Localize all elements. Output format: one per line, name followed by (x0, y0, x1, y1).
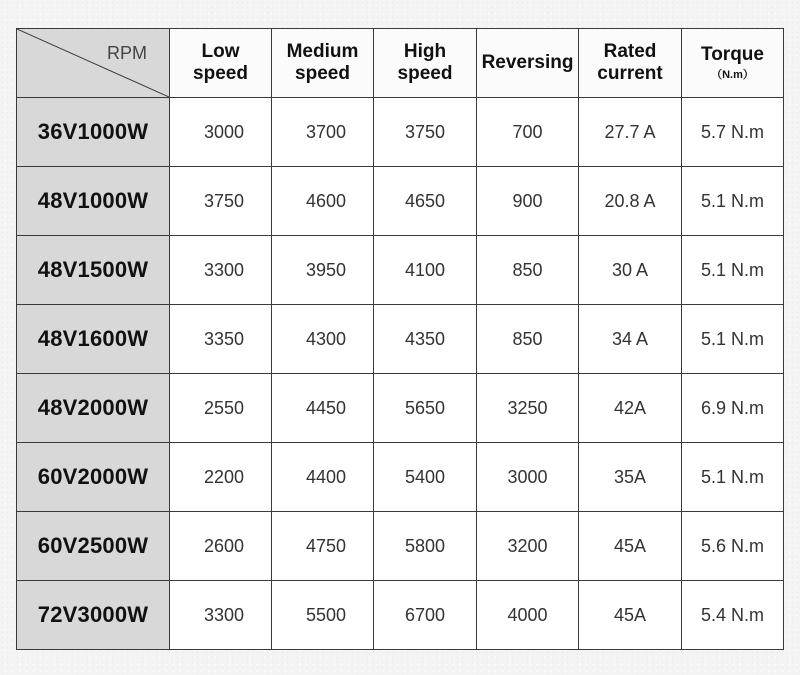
table-row (17, 512, 784, 581)
medium-speed-cell: 4600 (272, 167, 374, 236)
reversing-cell: 4000 (477, 581, 579, 650)
medium-speed-cell: 4750 (272, 512, 374, 581)
reversing-cell: 3000 (477, 443, 579, 512)
header-row (17, 29, 784, 98)
rated-current-cell: 27.7 A (579, 98, 682, 167)
corner-header-cell (17, 29, 170, 98)
reversing-cell: 850 (477, 305, 579, 374)
low-speed-cell: 2600 (170, 512, 272, 581)
table-row (17, 167, 784, 236)
header-medium-speed (272, 29, 374, 98)
low-speed-cell: 3350 (170, 305, 272, 374)
table-row (17, 374, 784, 443)
model-cell: 36V1000W (17, 98, 170, 167)
torque-cell: 5.4 N.m (682, 581, 784, 650)
torque-cell: 5.1 N.m (682, 236, 784, 305)
medium-speed-cell: 4400 (272, 443, 374, 512)
rpm-label: RPM (107, 43, 147, 63)
low-speed-cell: 2550 (170, 374, 272, 443)
medium-speed-cell: 4300 (272, 305, 374, 374)
low-speed-cell: 3750 (170, 167, 272, 236)
high-speed-cell: 4100 (374, 236, 477, 305)
reversing-cell: 3200 (477, 512, 579, 581)
high-speed-cell: 5650 (374, 374, 477, 443)
rated-current-cell: 34 A (579, 305, 682, 374)
header-rated-current (579, 29, 682, 98)
torque-cell: 5.7 N.m (682, 98, 784, 167)
high-speed-cell: 5800 (374, 512, 477, 581)
high-speed-cell: 5400 (374, 443, 477, 512)
medium-speed-cell: 3700 (272, 98, 374, 167)
reversing-cell: 900 (477, 167, 579, 236)
header-high-speed (374, 29, 477, 98)
table-row (17, 98, 784, 167)
table-row (17, 236, 784, 305)
table-row (17, 443, 784, 512)
torque-cell: 5.1 N.m (682, 167, 784, 236)
header-line2: speed (295, 63, 350, 84)
rated-current-cell: 35A (579, 443, 682, 512)
header-line1: Rated (603, 41, 657, 62)
torque-cell: 6.9 N.m (682, 374, 784, 443)
model-cell: 48V1600W (17, 305, 170, 374)
header-reversing (477, 29, 579, 98)
high-speed-cell: 6700 (374, 581, 477, 650)
header-line1: Low (201, 41, 240, 62)
model-cell: 60V2500W (17, 512, 170, 581)
rated-current-cell: 42A (579, 374, 682, 443)
header-line2: current (597, 63, 663, 84)
table-row (17, 581, 784, 650)
torque-cell: 5.1 N.m (682, 305, 784, 374)
header-torque (682, 29, 784, 98)
low-speed-cell: 3300 (170, 581, 272, 650)
model-cell: 48V2000W (17, 374, 170, 443)
header-line2: speed (193, 63, 248, 84)
reversing-cell: 700 (477, 98, 579, 167)
medium-speed-cell: 5500 (272, 581, 374, 650)
low-speed-cell: 3000 (170, 98, 272, 167)
medium-speed-cell: 3950 (272, 236, 374, 305)
high-speed-cell: 4350 (374, 305, 477, 374)
reversing-cell: 3250 (477, 374, 579, 443)
torque-cell: 5.6 N.m (682, 512, 784, 581)
rated-current-cell: 20.8 A (579, 167, 682, 236)
header-unit: （N.m） (711, 69, 754, 81)
medium-speed-cell: 4450 (272, 374, 374, 443)
table-body (17, 98, 784, 650)
header-low-speed (170, 29, 272, 98)
low-speed-cell: 2200 (170, 443, 272, 512)
high-speed-cell: 3750 (374, 98, 477, 167)
header-line1: Reversing (481, 52, 574, 73)
rated-current-cell: 45A (579, 512, 682, 581)
header-line1: Torque (701, 44, 764, 65)
table-row (17, 305, 784, 374)
reversing-cell: 850 (477, 236, 579, 305)
rated-current-cell: 45A (579, 581, 682, 650)
high-speed-cell: 4650 (374, 167, 477, 236)
header-line2: speed (397, 63, 453, 84)
header-line1: Medium (286, 41, 359, 62)
rated-current-cell: 30 A (579, 236, 682, 305)
model-cell: 48V1000W (17, 167, 170, 236)
low-speed-cell: 3300 (170, 236, 272, 305)
header-line1: High (403, 41, 447, 62)
torque-cell: 5.1 N.m (682, 443, 784, 512)
motor-spec-table (16, 28, 784, 650)
model-cell: 60V2000W (17, 443, 170, 512)
model-cell: 72V3000W (17, 581, 170, 650)
model-cell: 48V1500W (17, 236, 170, 305)
